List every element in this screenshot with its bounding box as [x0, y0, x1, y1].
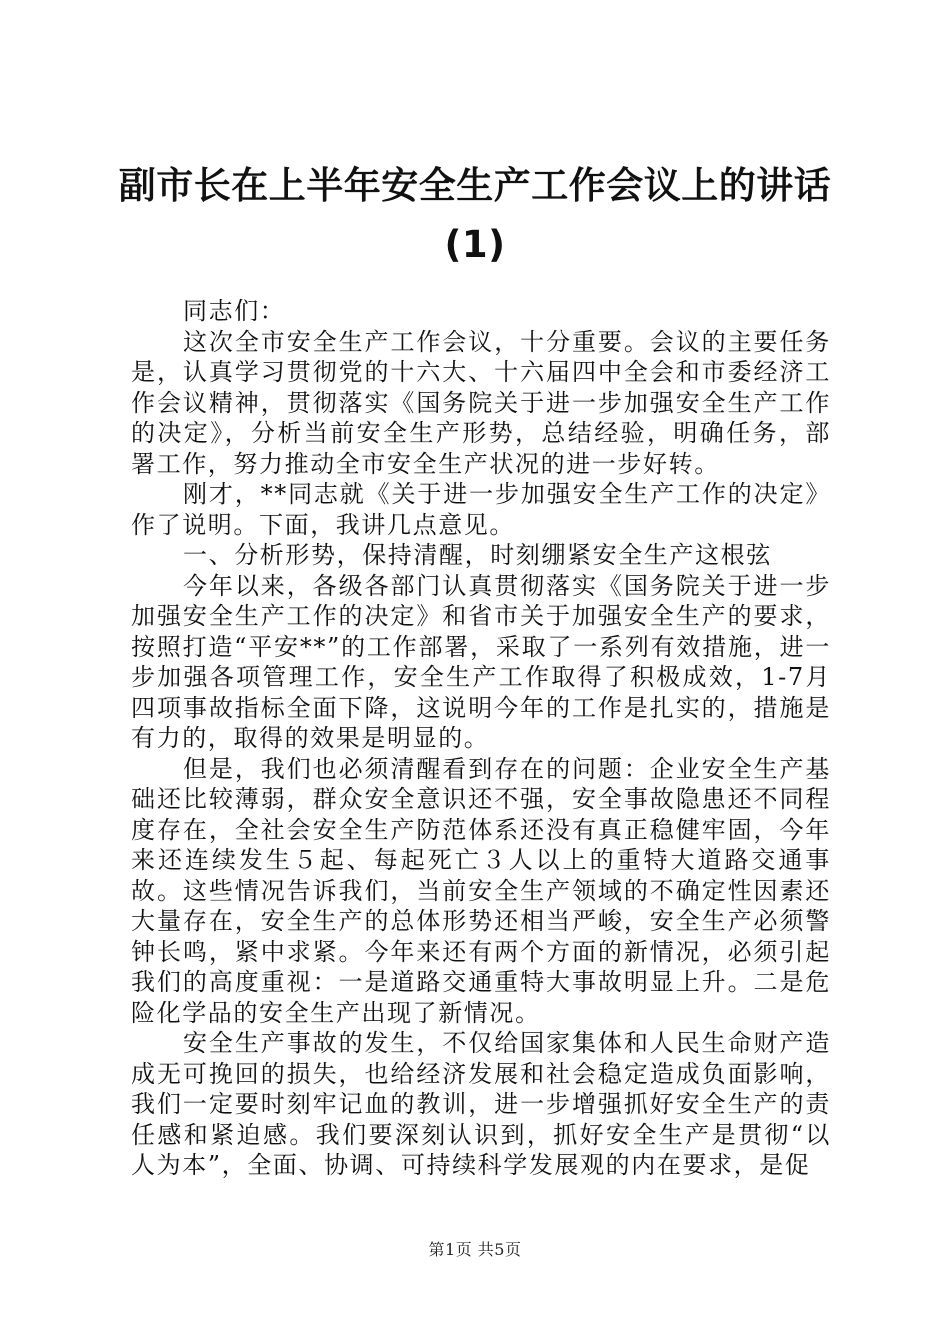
body-paragraph: 今年以来，各级各部门认真贯彻落实《国务院关于进一步加强安全生产工作的决定》和省市关于加强安全生产的要求，按照打造“平安**”的工作部署，采取了一系列有效措施，进一步加强各项管理工作，安全生产工作取得了积极成效，1-7月四项事故指标全面下降，这说明今年的工作是扎实的，措施是有力的，取得的效果是明显的。	[131, 571, 831, 752]
document-title: 副市长在上半年安全生产工作会议上的讲话	[118, 164, 832, 207]
salutation-paragraph: 同志们：	[183, 297, 286, 325]
body-paragraph: 刚才，**同志就《关于进一步加强安全生产工作的决定》作了说明。下面，我讲几点意见。	[131, 480, 831, 539]
document-body	[131, 296, 831, 1181]
body-paragraph: 安全生产事故的发生，不仅给国家集体和人民生命财产造成无可挽回的损失，也给经济发展和社会稳定造成负面影响，我们一定要时刻牢记血的教训，进一步增强抓好安全生产的责任感和紧迫感。我们要深刻认识到，抓好安全生产是贯彻“以人为本”，全面、协调、可持续科学发展观的内在要求，是促	[131, 1029, 831, 1179]
body-paragraph: 这次全市安全生产工作会议，十分重要。会议的主要任务是，认真学习贯彻党的十六大、十六届四中全会和市委经济工作会议精神，贯彻落实《国务院关于进一步加强安全生产工作的决定》，分析当前安全生产形势，总结经验，明确任务，部署工作，努力推动全市安全生产状况的进一步好转。	[131, 327, 831, 478]
page-footer: 第1页 共5页	[428, 1240, 522, 1259]
document-title-suffix: (1)	[444, 223, 506, 266]
body-paragraph: 但是，我们也必须清醒看到存在的问题：企业安全生产基础还比较薄弱，群众安全意识还不强，安全事故隐患还不同程度存在，全社会安全生产防范体系还没有真正稳健牢固，今年来还连续发生５起、每起死亡３人以上的重特大道路交通事故。这些情况告诉我们，当前安全生产领域的不确定性因素还大量存在，安全生产的总体形势还相当严峻，安全生产必须警钟长鸣，紧中求紧。今年来还有两个方面的新情况，必须引起我们的高度重视：一是道路交通重特大事故明显上升。二是危险化学品的安全生产出现了新情况。	[131, 754, 831, 1027]
section-heading: 一、分析形势，保持清醒，时刻绷紧安全生产这根弦	[183, 541, 772, 569]
